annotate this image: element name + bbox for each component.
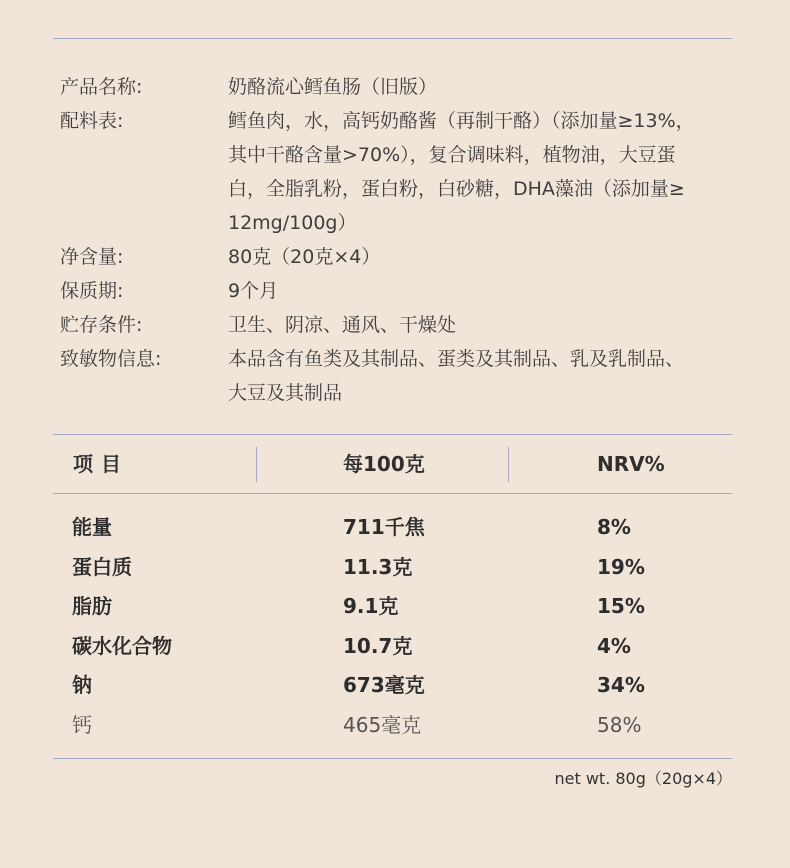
table-row: [53, 627, 732, 667]
nutrition-table-header: [53, 436, 732, 493]
info-row-ingredients: [60, 104, 740, 240]
nutrient-nrv: 8%: [597, 515, 631, 539]
table-bottom-rule: [53, 758, 732, 759]
nutrient-amount: 10.7克: [343, 633, 413, 658]
nutrient-amount: 465毫克: [343, 712, 422, 737]
nutrient-name: 钙: [72, 712, 92, 737]
table-row: [53, 508, 732, 548]
table-top-rule: [53, 434, 732, 435]
info-label: 保质期:: [60, 280, 124, 302]
info-row-storage: [60, 308, 740, 342]
product-info: [60, 70, 740, 410]
nutrient-name: 钠: [72, 673, 92, 698]
info-value: 本品含有鱼类及其制品、蛋类及其制品、乳及乳制品、 大豆及其制品: [228, 348, 685, 404]
table-row: [53, 666, 732, 706]
nutrient-nrv: 19%: [597, 554, 645, 579]
header-per-100g: 每100克: [343, 452, 425, 476]
header-item: 项目: [73, 452, 129, 476]
nutrient-amount: 11.3克: [343, 554, 413, 579]
header-divider: [508, 447, 509, 482]
info-row-shelf-life: [60, 274, 740, 308]
nutrient-nrv: 34%: [597, 673, 645, 698]
info-value: 80克（20克×4）: [228, 246, 381, 268]
info-value: 奶酪流心鳕鱼肠（旧版）: [228, 76, 438, 98]
nutrient-name: 脂肪: [72, 594, 112, 619]
nutrient-amount: 673毫克: [343, 673, 425, 698]
top-rule: [53, 38, 732, 39]
nutrient-nrv: 15%: [597, 594, 645, 619]
nutrient-nrv: 4%: [597, 633, 631, 658]
nutrient-name: 能量: [72, 515, 112, 539]
info-label: 产品名称:: [60, 76, 143, 98]
nutrient-amount: 711千焦: [343, 515, 425, 539]
info-label: 净含量:: [60, 246, 124, 268]
nutrient-name: 蛋白质: [72, 554, 132, 579]
table-row: [53, 548, 732, 588]
net-weight-label: net wt. 80g（20g×4）: [554, 769, 732, 788]
info-label: 贮存条件:: [60, 314, 143, 336]
nutrition-table-body: [53, 508, 732, 746]
info-value: 卫生、阴凉、通风、干燥处: [228, 314, 457, 336]
nutrient-nrv: 58%: [597, 712, 642, 737]
table-row: [53, 706, 732, 746]
info-label: 配料表:: [60, 110, 124, 132]
table-row: [53, 587, 732, 627]
info-row-net-content: [60, 240, 740, 274]
table-header-rule: [53, 493, 732, 494]
info-label: 致敏物信息:: [60, 348, 162, 370]
nutrient-name: 碳水化合物: [72, 633, 172, 658]
info-value: 鳕鱼肉，水，高钙奶酪酱（再制干酪）（添加量≥13%， 其中干酪含量>70%），复合调味料，植物油，大豆蛋 白，全脂乳粉，蛋白粉，白砂糖，DHA藻油（添加量≥ 12mg/100g）: [228, 110, 695, 234]
info-row-allergens: [60, 342, 740, 410]
info-value: 9个月: [228, 280, 279, 302]
header-divider: [256, 447, 257, 482]
nutrient-amount: 9.1克: [343, 594, 399, 619]
info-row-name: [60, 70, 740, 104]
header-nrv: NRV%: [597, 452, 665, 476]
